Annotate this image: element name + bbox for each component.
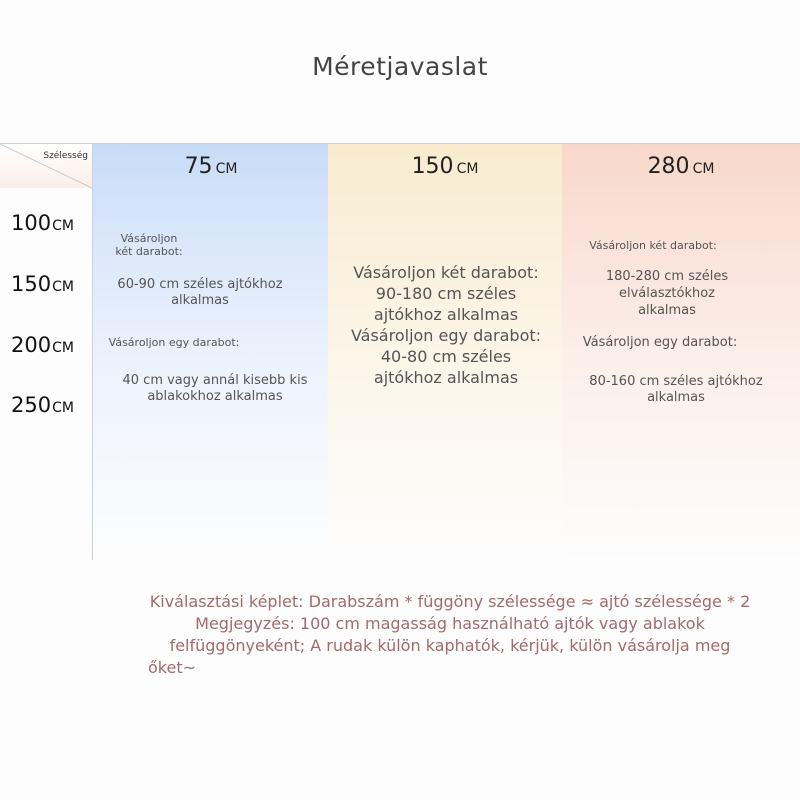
col1-buy-one-label: Vásároljon egy darabot: [108,336,240,349]
col1-buy-two-label [104,232,194,258]
col3-buy-two-label: Vásároljon két darabot: [589,239,717,252]
text-line: 40-80 cm széles [380,347,512,366]
text-line: 180-280 cm széles [605,269,729,284]
row-label-unit: CM [52,218,74,234]
row-label-250 [11,393,74,417]
text-line: Vásároljon egy darabot: [350,326,542,345]
column-header-280 [562,144,800,188]
col1-one-desc [102,373,328,405]
text-line: ajtókhoz alkalmas [373,305,519,324]
text-line: Kiválasztási képlet: Darabszám * függöny szélessége ≈ ajtó szélessége * 2 [149,592,751,611]
column-header-value: 150 [411,154,454,179]
page-title: Méretjavaslat [312,52,488,81]
text-line: 60-90 cm széles ajtókhoz [117,277,283,292]
row-label-unit: CM [52,400,74,416]
text-line: őket~ [148,658,197,677]
text-line: ablakokhoz alkalmas [147,389,283,404]
row-label-200 [11,333,74,357]
text-line: 40 cm vagy annál kisebb kis [122,373,308,388]
column-header-value: 75 [184,154,213,179]
column-280cm [562,144,800,560]
row-label-value: 100 [11,211,52,235]
col3-buy-one-label: Vásároljon egy darabot: [582,335,738,350]
row-label-unit: CM [52,279,74,295]
row-label-100 [11,211,74,235]
column-header-75 [93,144,329,188]
column-header-unit: CM [456,161,479,177]
col1-two-desc [102,277,298,309]
row-label-value: 250 [11,393,52,417]
column-header-value: 280 [647,154,690,179]
column-header-unit: CM [692,161,715,177]
col3-one-desc [573,374,779,406]
text-line: két darabot: [115,245,183,258]
column-75cm [92,144,330,560]
col2-description [329,262,563,388]
text-line: Megjegyzés: 100 cm magasság használható ajtók vagy ablakok [195,614,705,633]
text-line: ajtókhoz alkalmas [373,368,519,387]
text-line: Vásároljon [120,232,178,245]
text-line: felfüggönyeként; A rudak külön kaphatók, kérjük, külön vásárolja meg [169,636,731,655]
text-line: elválasztókhoz [618,286,716,301]
text-line: 80-160 cm széles ajtókhoz [589,374,763,389]
row-label-150 [11,272,74,296]
text-line: alkalmas [171,293,229,308]
selection-note [120,591,780,679]
text-line: alkalmas [638,303,696,318]
row-label-value: 200 [11,333,52,357]
text-line: Vásároljon két darabot: [353,263,539,282]
row-label-value: 150 [11,272,52,296]
row-label-unit: CM [52,340,74,356]
text-line: 90-180 cm széles [375,284,517,303]
column-header-150 [328,144,562,188]
column-header-unit: CM [215,161,238,177]
table-corner-cell [0,144,92,188]
col3-two-desc [577,268,757,319]
width-axis-label: Szélesség [43,151,88,161]
text-line: alkalmas [647,390,705,405]
